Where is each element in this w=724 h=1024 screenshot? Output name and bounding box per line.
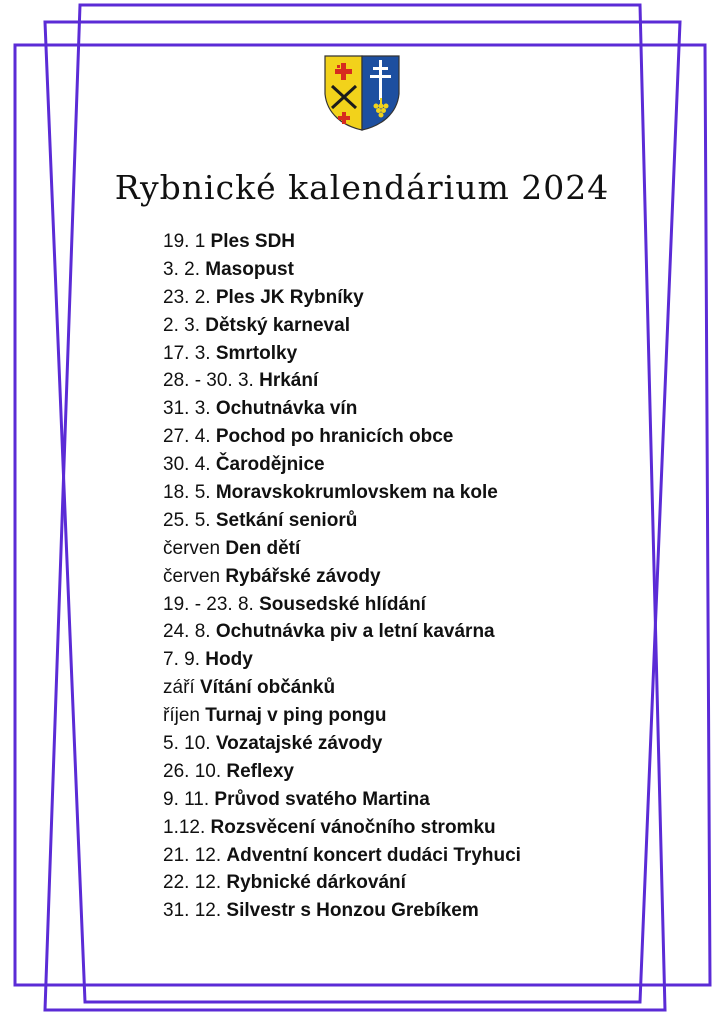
event-item <box>163 758 521 786</box>
event-date: 23. 2. <box>163 286 211 308</box>
event-date: 9. 11. <box>163 788 210 810</box>
event-date: 19. 1 <box>163 231 211 252</box>
event-name: Ochutnávka vín <box>215 398 358 420</box>
event-name: Masopust <box>205 258 294 280</box>
event-name: Rybářské závody <box>225 565 381 587</box>
event-date: 17. 3. <box>163 342 211 364</box>
event-date: 19. - 23. 8. <box>163 593 254 615</box>
event-name: Reflexy <box>226 760 294 782</box>
event-date: 27. 4. <box>163 426 211 448</box>
event-date: 7. 9. <box>163 649 200 671</box>
event-item <box>163 646 521 674</box>
event-date: 28. - 30. 3. <box>163 370 254 392</box>
event-name: Ochutnávka piv a letní kavárna <box>215 621 495 643</box>
event-name: Hody <box>205 649 253 671</box>
event-date: říjen <box>163 705 200 727</box>
event-date: 21. 12. <box>163 844 222 866</box>
event-name: Ples JK Rybníky <box>215 286 364 308</box>
event-item <box>163 367 521 395</box>
event-date: 2. 3. <box>163 314 200 336</box>
event-item <box>163 256 521 284</box>
event-date: 26. 10. <box>163 760 222 782</box>
event-item <box>163 507 521 535</box>
event-name: Dětský karneval <box>205 314 350 336</box>
event-name: Průvod svatého Martina <box>214 788 430 810</box>
event-date: 1.12. <box>163 816 206 838</box>
event-date: 31. 12. <box>163 900 222 922</box>
event-name: Den dětí <box>225 537 301 559</box>
event-name: Moravskokrumlovskem na kole <box>215 482 498 504</box>
event-date: 3. 2. <box>163 258 200 280</box>
event-item <box>163 312 521 340</box>
event-date: 30. 4. <box>163 454 211 476</box>
event-name: Vítání občánků <box>199 677 336 699</box>
event-item <box>163 423 521 451</box>
event-item <box>163 618 521 646</box>
event-date: 22. 12. <box>163 872 222 894</box>
event-item <box>163 340 521 368</box>
event-item <box>163 814 521 842</box>
event-date: 18. 5. <box>163 482 211 504</box>
event-item <box>163 869 521 897</box>
event-date: červen <box>163 537 221 559</box>
event-date: 5. 10. <box>163 733 211 755</box>
event-item <box>163 535 521 563</box>
event-item <box>163 702 521 730</box>
event-date: 24. 8. <box>163 621 211 643</box>
event-item <box>163 479 521 507</box>
event-item <box>163 228 521 256</box>
event-item <box>163 786 521 814</box>
page-title: Rybnické kalendárium 2024 <box>114 168 610 207</box>
event-name: Rozsvěcení vánočního stromku <box>210 816 496 838</box>
event-item <box>163 842 521 870</box>
event-name: Setkání seniorů <box>215 509 358 531</box>
event-item <box>163 730 521 758</box>
event-name: Ples SDH <box>210 231 296 252</box>
event-date: 25. 5. <box>163 509 211 531</box>
event-date: 31. 3. <box>163 398 211 420</box>
event-item <box>163 591 521 619</box>
event-name: Turnaj v ping pongu <box>205 705 387 727</box>
event-date: září <box>163 677 195 699</box>
event-name: Silvestr s Honzou Grebíkem <box>226 900 479 922</box>
event-name: Smrtolky <box>215 342 298 364</box>
event-name: Rybnické dárkování <box>226 872 406 894</box>
event-name: Sousedské hlídání <box>259 593 426 615</box>
event-name: Vozatajské závody <box>215 733 383 755</box>
event-name: Hrkání <box>259 370 319 392</box>
event-name: Adventní koncert dudáci Tryhuci <box>226 844 521 866</box>
event-item <box>163 563 521 591</box>
event-item <box>163 897 521 925</box>
coat-of-arms-logo <box>323 54 401 132</box>
event-item <box>163 395 521 423</box>
event-item <box>163 284 521 312</box>
event-date: červen <box>163 565 221 587</box>
event-list <box>163 228 521 925</box>
event-name: Pochod po hranicích obce <box>215 426 454 448</box>
event-name: Čarodějnice <box>215 454 325 476</box>
event-item <box>163 451 521 479</box>
event-item <box>163 674 521 702</box>
